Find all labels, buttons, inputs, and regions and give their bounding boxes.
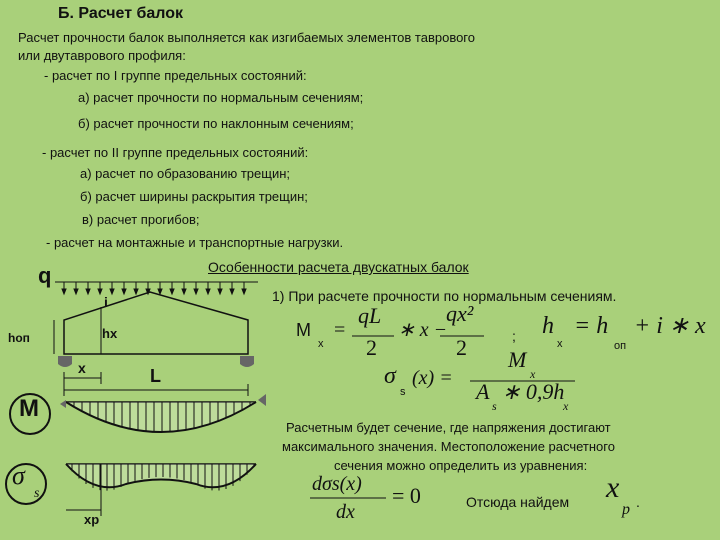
label-L: L [150,366,161,386]
f1-frac1-den: 2 [366,335,377,360]
label-q: q [38,263,52,288]
f1-rhs-sub: оп [614,340,627,352]
f2-lhs-sub: s [400,386,406,398]
label-sigma-sub: s [34,486,40,501]
section-title: Особенности расчета двускатных балок [208,259,469,275]
f1-hx: h [542,313,554,339]
f1-times: ∗ x − [398,319,448,341]
moment-diagram [60,394,266,432]
stress-diagram [66,464,256,516]
distributed-load-arrows [55,282,258,294]
label-sigma: σ [12,461,25,490]
f2-arg: (x) = [412,367,453,389]
find-var-sub: p [622,501,630,518]
f1-rhs-tail: + i ∗ x [634,313,706,339]
beam-outline [64,292,248,354]
label-xp: xp [84,512,100,527]
label-M: M [19,395,39,422]
label-i: i [104,294,108,310]
find-var: x [606,471,620,504]
group1-item-b: б) расчет прочности по наклонным сечениям; [78,116,354,131]
f2-den-sub: s [492,399,497,413]
intro-line-2: или двутаврового профиля: [18,48,186,63]
group3: - расчет на монтажные и транспортные нагрузки. [46,235,344,250]
group1-title: - расчет по I группе предельных состояний: [44,68,307,83]
conclusion-line-2: максимального значения. Местоположение расчетного [282,439,615,454]
f1-rhs: = h [574,313,609,339]
f1-lhs: M [296,320,311,340]
group2-item-c: в) расчет прогибов; [82,212,200,227]
find-dot: . [636,494,640,510]
find-text: Отсюда найдем [466,494,570,510]
f3-den: dx [336,501,355,523]
label-x: x [78,360,86,376]
f1-frac2-den: 2 [456,335,467,360]
f1-frac2-num: qx² [446,301,474,326]
f2-den: A [476,379,490,404]
f1-hx-sub: x [557,338,563,350]
f2-den-mid: ∗ 0,9h [502,379,565,404]
group1-item-a: а) расчет прочности по нормальным сечениям; [78,90,364,105]
f3-num: dσs(x) [312,473,362,495]
f1-sep: ; [512,328,516,344]
f2-num-sub: x [530,367,536,381]
f1-lhs-sub: x [318,338,324,350]
group2-title: - расчет по II группе предельных состояний: [42,145,309,160]
label-hon: hоп [8,331,30,345]
f1-eq: = [334,319,346,341]
conclusion-line-3: сечения можно определить из уравнения: [334,458,588,473]
f3-rhs: = 0 [392,483,421,508]
point-1: 1) При расчете прочности по нормальным сечениям. [272,288,617,304]
f1-frac1-num: qL [358,303,382,328]
group2-item-b: б) расчет ширины раскрытия трещин; [80,189,308,204]
conclusion-line-1: Расчетным будет сечение, где напряжения достигают [286,420,611,435]
intro-line-1: Расчет прочности балок выполняется как изгибаемых элементов таврового [18,30,475,45]
f2-num: M [508,347,527,372]
f2-den-sub2: x [563,399,569,413]
heading: Б. Расчет балок [58,5,184,22]
group2-item-a: а) расчет по образованию трещин; [80,166,290,181]
f2-lhs: σ [384,363,396,389]
label-hx: hx [102,326,118,341]
